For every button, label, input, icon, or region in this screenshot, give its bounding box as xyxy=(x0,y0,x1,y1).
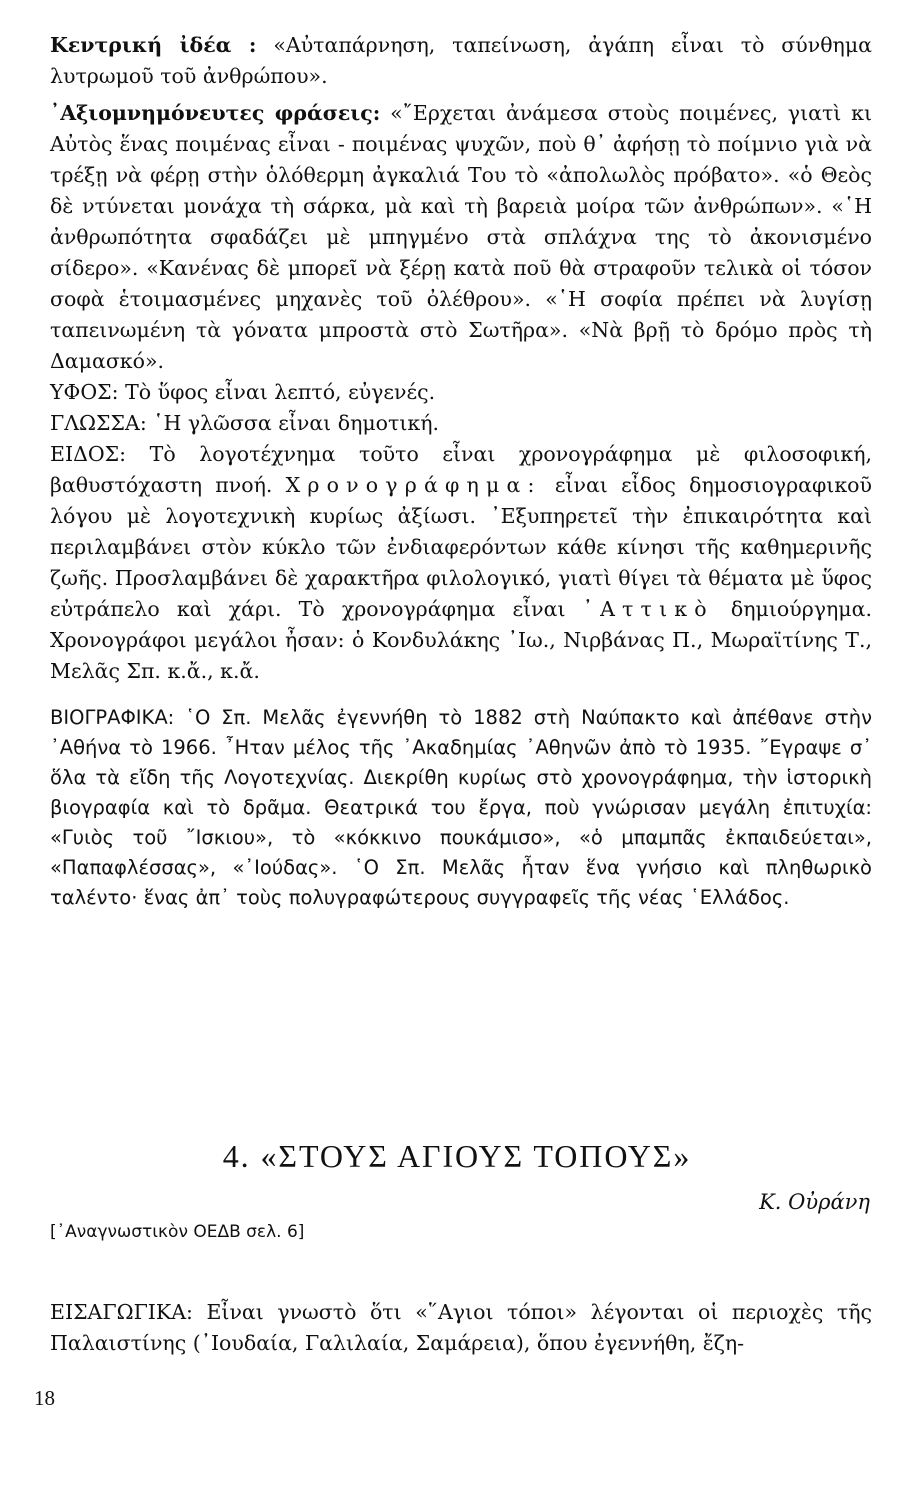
page-number: 18 xyxy=(34,1386,55,1410)
genre-paragraph xyxy=(50,439,872,687)
language-label: ΓΛΩΣΣΑ: xyxy=(50,411,147,435)
genre-spaced-term-2: ᾽Αττικὸ xyxy=(582,597,714,621)
introduction-text: Εἶναι γνωστὸ ὅτι «῞Αγιοι τόποι» λέγονται οἱ περιοχὲς τῆς Παλαιστίνης (᾽Ιουδαία, Γαλιλαία, Σαμάρεια), ὅπου ἐγεννήθη, ἔζη- xyxy=(50,1299,872,1355)
genre-text-1: Τὸ λογοτέχνημα τοῦτο εἶναι χρονογράφημα μὲ φιλοσοφική, βαθυστόχαστη πνοή. xyxy=(50,442,872,497)
style-paragraph xyxy=(50,377,872,408)
genre-text-2: εἶναι εἶδος δημοσιογραφικοῦ λόγου μὲ λογοτεχνικὴ κυρίως ἀξίωσι. ᾽Εξυπηρετεῖ τὴν ἐπικαιρότητα καὶ περιλαμβάνει στὸν κύκλο τῶν ἐνδιαφερόντων κάθε κίνησι τῆς καθημερινῆς ζωῆς. Προσλαμβάνει δὲ χαρακτῆρα φιλολογικό, γιατὶ θίγει τὰ θέματα μὲ ὕφος εὐτράπελο καὶ χάρι. Τὸ χρονογράφημα εἶναι xyxy=(50,473,872,621)
chapter-author: Κ. Οὐράνη xyxy=(759,1190,870,1214)
chapter-title: 4. «ΣΤΟΥΣ ΑΓΙΟΥΣ ΤΟΠΟΥΣ» xyxy=(222,1138,692,1174)
chapter-source: [᾽Αναγνωστικὸν ΟΕΔΒ σελ. 6] xyxy=(50,1222,305,1242)
genre-text-3: δημιούργημα. Χρονογράφοι μεγάλοι ἦσαν: ὁ Κονδυλάκης ᾽Ιω., Νιρβάνας Π., Μωραϊτίνης Τ., Μελᾶς Σπ. κ.ἄ., κ.ἄ. xyxy=(50,597,872,683)
central-idea-label: Κεντρική ἰδέα : xyxy=(50,33,257,57)
memorable-phrases-text: «῎Ερχεται ἀνάμεσα στοὺς ποιμένες, γιατὶ κι Αὐτὸς ἕνας ποιμένας εἶναι - ποιμένας ψυχῶν, ποὺ θ᾽ ἀφήσῃ τὸ ποίμνιο γιὰ νὰ τρέξῃ νὰ φέρῃ στὴν ὁλόθερμη ἀγκαλιά Του τὸ «ἀπολωλὸς πρόβατο». «ὁ Θεὸς δὲ ντύνεται μονάχα τὴ σάρκα, μὰ καὶ τὴ βαρειὰ μοίρα τῶν ἀνθρώπων». «῾Η ἀνθρωπότητα σφαδάζει μὲ μπηγμένο στὰ σπλάχνα της τὸ ἀκονισμένο σίδερο». «Κανένας δὲ μπορεῖ νὰ ξέρῃ κατὰ ποῦ θὰ στραφοῦν τελικὰ οἱ τόσον σοφὰ ἑτοιμασμένες μηχανὲς τοῦ ὀλέθρου». «῾Η σοφία πρέπει νὰ λυγίσῃ ταπεινωμένη τὰ γόνατα μπροστὰ στὸ Σωτῆρα». «Νὰ βρῇ τὸ δρόμο πρὸς τὴ Δαμασκό». xyxy=(50,101,872,373)
central-idea-paragraph xyxy=(50,30,872,92)
introduction-label: ΕΙΣΑΓΩΓΙΚΑ: xyxy=(50,1299,193,1324)
central-idea-text: «Αὐταπάρνηση, ταπείνωση, ἀγάπη εἶναι τὸ σύνθημα λυτρωμοῦ τοῦ ἀνθρώπου». xyxy=(50,33,872,88)
language-text: ῾Η γλῶσσα εἶναι δημοτική. xyxy=(153,411,440,435)
memorable-phrases-label: ᾽Αξιομνημόνευτες φράσεις: xyxy=(50,101,381,125)
genre-label: ΕΙΔΟΣ: xyxy=(50,442,127,466)
biography-label: ΒΙΟΓΡΑΦΙΚΑ: xyxy=(50,706,175,729)
style-text: Τὸ ὕφος εἶναι λεπτό, εὐγενές. xyxy=(125,380,436,404)
biography-paragraph xyxy=(50,703,872,913)
biography-text: ῾Ο Σπ. Μελᾶς ἐγεννήθη τὸ 1882 στὴ Ναύπακτο καὶ ἀπέθανε στὴν ᾽Αθήνα τὸ 1966. ῏Ηταν μέλος τῆς ᾽Ακαδημίας ᾽Αθηνῶν ἀπὸ τὸ 1935. ῎Εγραψε σ᾽ ὅλα τὰ εἴδη τῆς Λογοτεχνίας. Διεκρίθη κυρίως στὸ χρονογράφημα, τὴν ἱστορικὴ βιογραφία καὶ τὸ δρᾶμα. Θεατρικά του ἔργα, ποὺ γνώρισαν μεγάλη ἐπιτυχία: «Γυιὸς τοῦ ῎Ισκιου», τὸ «κόκκινο πουκάμισο», «ὁ μπαμπᾶς ἐκπαιδεύεται», «Παπαφλέσσας», «᾽Ιούδας». ῾Ο Σπ. Μελᾶς ἦταν ἕνα γνήσιο καὶ πληθωρικὸ ταλέντο· ἕνας ἀπ᾽ τοὺς πολυγραφώτερους συγγραφεῖς τῆς νέας ῾Ελλάδος. xyxy=(50,706,872,909)
genre-spaced-term-1: Χρονογράφημα: xyxy=(285,473,542,497)
introduction-paragraph xyxy=(50,1297,872,1359)
memorable-phrases-paragraph xyxy=(50,98,872,377)
page-body xyxy=(50,30,872,913)
language-paragraph xyxy=(50,408,872,439)
style-label: ΥΦΟΣ: xyxy=(50,380,119,404)
